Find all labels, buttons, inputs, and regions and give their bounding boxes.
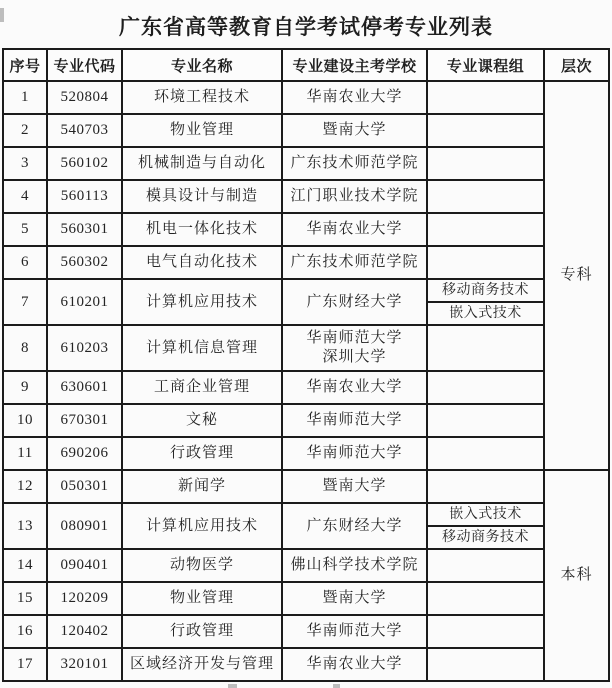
- cell-no: 8: [3, 325, 47, 371]
- cell-level: 专科: [544, 81, 609, 470]
- cell-group: [427, 648, 544, 681]
- table-row: [3, 213, 609, 246]
- cell-code: 610201: [47, 279, 122, 325]
- cell-group: [427, 615, 544, 648]
- table-row: [3, 147, 609, 180]
- cell-school: 华南农业大学: [282, 213, 427, 246]
- page-title: 广东省高等教育自学考试停考专业列表: [119, 16, 493, 39]
- cell-code: 690206: [47, 437, 122, 470]
- cell-group: [427, 114, 544, 147]
- cell-code: 050301: [47, 470, 122, 503]
- suspended-majors-table: [2, 48, 610, 682]
- col-header-level: 层次: [544, 49, 609, 81]
- table-row: [3, 503, 609, 526]
- col-header-school: 专业建设主考学校: [282, 49, 427, 81]
- cell-major: 计算机信息管理: [122, 325, 282, 371]
- cell-school: 佛山科学技术学院: [282, 549, 427, 582]
- cell-code: 080901: [47, 503, 122, 549]
- cell-group: 嵌入式技术: [427, 503, 544, 526]
- table-body: [3, 81, 609, 681]
- cell-school: 华南师范大学: [282, 404, 427, 437]
- cell-group: [427, 246, 544, 279]
- cell-code: 670301: [47, 404, 122, 437]
- cell-school: 华南师范大学: [282, 437, 427, 470]
- cell-code: 540703: [47, 114, 122, 147]
- cell-no: 3: [3, 147, 47, 180]
- table-row: [3, 81, 609, 114]
- cell-no: 17: [3, 648, 47, 681]
- cell-group: [427, 371, 544, 404]
- cell-code: 120209: [47, 582, 122, 615]
- table-row: [3, 582, 609, 615]
- table-row: [3, 615, 609, 648]
- cell-major: 物业管理: [122, 114, 282, 147]
- cell-code: 520804: [47, 81, 122, 114]
- cell-school: 华南农业大学: [282, 648, 427, 681]
- cell-group: 移动商务技术: [427, 279, 544, 302]
- cell-code: 560301: [47, 213, 122, 246]
- cell-school: 华南农业大学: [282, 81, 427, 114]
- cell-code: 560302: [47, 246, 122, 279]
- cell-school: 华南师范大学 深圳大学: [282, 325, 427, 371]
- col-header-code: 专业代码: [47, 49, 122, 81]
- cell-major: 物业管理: [122, 582, 282, 615]
- cell-group: [427, 325, 544, 371]
- cell-group: [427, 582, 544, 615]
- cell-group: [427, 437, 544, 470]
- cell-major: 环境工程技术: [122, 81, 282, 114]
- cell-school: 江门职业技术学院: [282, 180, 427, 213]
- cell-major: 动物医学: [122, 549, 282, 582]
- cell-code: 630601: [47, 371, 122, 404]
- cell-group: [427, 147, 544, 180]
- cell-code: 560102: [47, 147, 122, 180]
- table-row: [3, 246, 609, 279]
- col-header-no: 序号: [3, 49, 47, 81]
- cell-school: 暨南大学: [282, 470, 427, 503]
- cell-code: 560113: [47, 180, 122, 213]
- cell-level: 本科: [544, 470, 609, 681]
- scan-artifact: [0, 8, 4, 22]
- table-row: [3, 404, 609, 437]
- table-row: [3, 325, 609, 371]
- cell-group: 移动商务技术: [427, 526, 544, 549]
- table-row: [3, 470, 609, 503]
- cell-no: 10: [3, 404, 47, 437]
- table-row: [3, 648, 609, 681]
- cell-major: 计算机应用技术: [122, 503, 282, 549]
- cell-no: 16: [3, 615, 47, 648]
- cell-no: 2: [3, 114, 47, 147]
- cell-no: 11: [3, 437, 47, 470]
- scan-artifact: [228, 684, 237, 688]
- cell-no: 7: [3, 279, 47, 325]
- cell-major: 新闻学: [122, 470, 282, 503]
- cell-no: 14: [3, 549, 47, 582]
- table-row: [3, 114, 609, 147]
- cell-no: 9: [3, 371, 47, 404]
- cell-code: 120402: [47, 615, 122, 648]
- cell-school: 广东财经大学: [282, 279, 427, 325]
- cell-group: [427, 549, 544, 582]
- cell-school: 暨南大学: [282, 114, 427, 147]
- cell-major: 机电一体化技术: [122, 213, 282, 246]
- cell-group: 嵌入式技术: [427, 302, 544, 325]
- cell-major: 模具设计与制造: [122, 180, 282, 213]
- cell-major: 区域经济开发与管理: [122, 648, 282, 681]
- table-row: [3, 279, 609, 302]
- cell-code: 610203: [47, 325, 122, 371]
- cell-major: 计算机应用技术: [122, 279, 282, 325]
- cell-school: 华南师范大学: [282, 615, 427, 648]
- cell-major: 行政管理: [122, 615, 282, 648]
- cell-group: [427, 470, 544, 503]
- table-row: [3, 180, 609, 213]
- cell-group: [427, 404, 544, 437]
- table-row: [3, 437, 609, 470]
- cell-no: 4: [3, 180, 47, 213]
- table-header: [3, 49, 609, 81]
- cell-school: 广东技术师范学院: [282, 147, 427, 180]
- cell-major: 机械制造与自动化: [122, 147, 282, 180]
- cell-group: [427, 81, 544, 114]
- cell-major: 电气自动化技术: [122, 246, 282, 279]
- table-row: [3, 371, 609, 404]
- cell-code: 090401: [47, 549, 122, 582]
- cell-group: [427, 180, 544, 213]
- header-row: [3, 49, 609, 81]
- cell-major: 行政管理: [122, 437, 282, 470]
- cell-school: 广东财经大学: [282, 503, 427, 549]
- col-header-group: 专业课程组: [427, 49, 544, 81]
- cell-no: 5: [3, 213, 47, 246]
- cell-no: 1: [3, 81, 47, 114]
- cell-school: 广东技术师范学院: [282, 246, 427, 279]
- cell-no: 12: [3, 470, 47, 503]
- cell-major: 文秘: [122, 404, 282, 437]
- cell-code: 320101: [47, 648, 122, 681]
- table-row: [3, 549, 609, 582]
- cell-group: [427, 213, 544, 246]
- cell-no: 6: [3, 246, 47, 279]
- cell-school: 暨南大学: [282, 582, 427, 615]
- cell-school: 华南农业大学: [282, 371, 427, 404]
- cell-major: 工商企业管理: [122, 371, 282, 404]
- col-header-major: 专业名称: [122, 49, 282, 81]
- cell-no: 13: [3, 503, 47, 549]
- scan-artifact: [333, 684, 340, 688]
- cell-no: 15: [3, 582, 47, 615]
